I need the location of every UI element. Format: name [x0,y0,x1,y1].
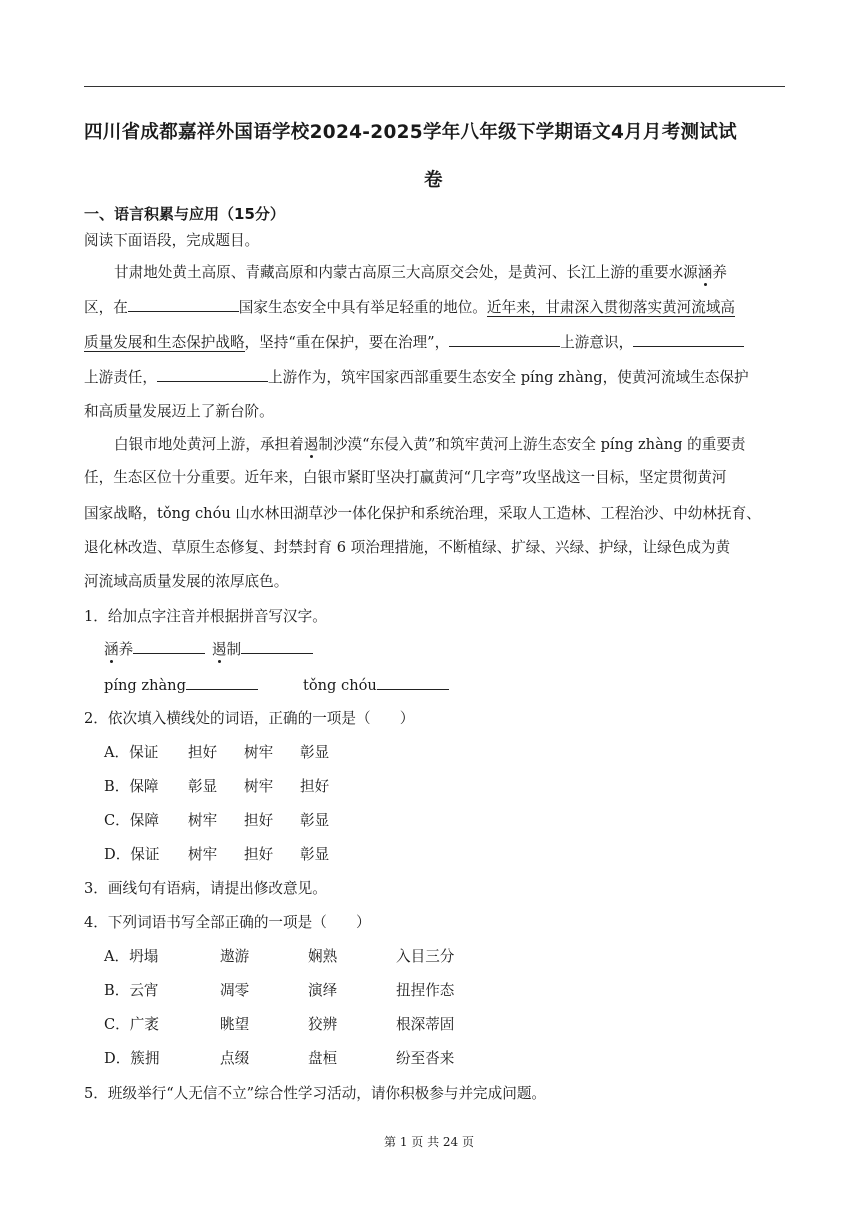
q4-option-word: 纷至沓来 [396,1050,455,1067]
passage-line: 任，生态区位十分重要。近年来，白银市紧盯坚决打赢黄河“几字弯”攻坚战这一目标，坚定贯彻黄河 [84,469,727,486]
passage-text: 国家生态安全中具有举足轻重的地位。 [238,299,487,316]
q2-option-word: D．保证 [104,846,160,863]
fill-blank-3 [633,332,744,347]
q4-option-word: 盘桓 [308,1050,338,1067]
q1-word: 养 [118,641,134,658]
section-heading: 一、语言积累与应用（15分） [84,205,285,223]
header-rule [84,86,785,87]
page-title: 四川省成都嘉祥外国语学校2024-2025学年八年级下学期语文4月月考测试试 [84,122,737,143]
q2-option-word: 担好 [244,812,274,829]
fill-blank-1 [128,297,239,312]
q4-option-word: 凋零 [220,982,250,999]
answer-blank [186,675,258,690]
q4-option-word: 演绎 [308,982,338,999]
page-footer: 第 1 页 共 24 页 [384,1135,474,1149]
passage-line: 和高质量发展迈上了新台阶。 [84,403,274,420]
q2-option-word: 担好 [244,846,274,863]
passage-text: 上游责任， [84,369,157,386]
dotted-char: 遏 [211,641,227,658]
passage-text: 制沙漠“东侵入黄”和筑牢黄河上游生态安全 píng zhàng 的重要责 [318,436,746,453]
passage-text: 上游作为，筑牢国家西部重要生态安全 píng zhàng，使黄河流域生态保护 [267,369,749,386]
passage-text: 区，在 [84,299,128,316]
passage-text: 甘肃地处黄土高原、青藏高原和内蒙古高原三大高原交会处，是黄河、长江上游的重要水源 [114,264,698,281]
q2-option-word: 担好 [300,778,330,795]
passage-line [84,332,744,354]
dotted-char: 涵 [104,641,119,658]
q4-option-word: 点缀 [220,1050,250,1067]
fill-blank-2 [449,332,560,347]
passage-line [114,262,727,284]
q4-option-word: 入目三分 [396,948,455,965]
q2-option-word: 树牢 [244,778,274,795]
q1-word-line [104,639,313,661]
q1-word: 制 [226,641,242,658]
passage-text: 白银市地处黄河上游，承担着 [114,436,304,453]
passage-line: 河流域高质量发展的浓厚底色。 [84,573,289,590]
q4-option-word: 遨游 [220,948,250,965]
passage-line: 退化林改造、草原生态修复、封禁封育 6 项治理措施，不断植绿、扩绿、兴绿、护绿，让绿色成为黄 [84,539,731,556]
q1-pinyin: píng zhàng [104,677,186,694]
q4-option-word: 娴熟 [308,948,338,965]
passage-text: 养 [712,264,727,281]
page-title-continued: 卷 [424,170,443,191]
underlined-sentence: 质量发展和生态保护战略 [84,334,245,351]
q4-option-word: 扭捏作态 [396,982,455,999]
answer-blank [241,639,313,654]
question-2-stem: 2．依次填入横线处的词语，正确的一项是（ ） [84,710,415,727]
q2-option-word: 担好 [188,744,218,761]
answer-blank [133,639,205,654]
passage-line [84,367,749,389]
instruction-text: 阅读下面语段，完成题目。 [84,232,260,249]
passage-line: 国家战略，tǒng chóu 山水林田湖草沙一体化保护和系统治理，采取人工造林、工程治沙、中幼林抚育、 [84,505,761,522]
q4-option-word: A．坍塌 [104,948,159,965]
q2-option-word: C．保障 [104,812,159,829]
q1-pinyin: tǒng chóu [303,677,377,694]
q4-option-word: B．云宵 [104,982,159,999]
q2-option-word: 彰显 [300,812,330,829]
passage-text: 上游意识， [560,334,634,351]
q4-option-word: 根深蒂固 [396,1016,455,1033]
q4-option-word: 眺望 [220,1016,250,1033]
q4-option-word: 狡辨 [308,1016,338,1033]
q2-option-word: 树牢 [188,846,218,863]
underlined-sentence: 近年来，甘肃深入贯彻落实黄河流域高 [486,299,736,316]
q2-option-word: B．保障 [104,778,159,795]
fill-blank-4 [157,367,268,382]
q2-option-word: A．保证 [104,744,159,761]
dotted-char: 遏 [303,436,319,453]
q1-pinyin-line [303,675,449,697]
q1-pinyin-line [104,675,258,697]
q2-option-word: 树牢 [188,812,218,829]
passage-line [114,434,746,456]
q4-option-word: D．簇拥 [104,1050,160,1067]
question-1-stem: 1．给加点字注音并根据拼音写汉字。 [84,608,327,625]
dotted-char: 涵 [697,264,713,281]
question-3-stem: 3．画线句有语病，请提出修改意见。 [84,880,327,897]
passage-text: ，坚持“重在保护，要在治理”， [244,334,450,351]
q2-option-word: 树牢 [244,744,274,761]
q2-option-word: 彰显 [300,744,330,761]
q2-option-word: 彰显 [188,778,218,795]
question-5-stem: 5．班级举行“人无信不立”综合性学习活动，请你积极参与并完成问题。 [84,1085,547,1102]
q2-option-word: 彰显 [300,846,330,863]
question-4-stem: 4．下列词语书写全部正确的一项是（ ） [84,914,371,931]
passage-line [84,297,735,319]
answer-blank [377,675,449,690]
q4-option-word: C．广袤 [104,1016,159,1033]
